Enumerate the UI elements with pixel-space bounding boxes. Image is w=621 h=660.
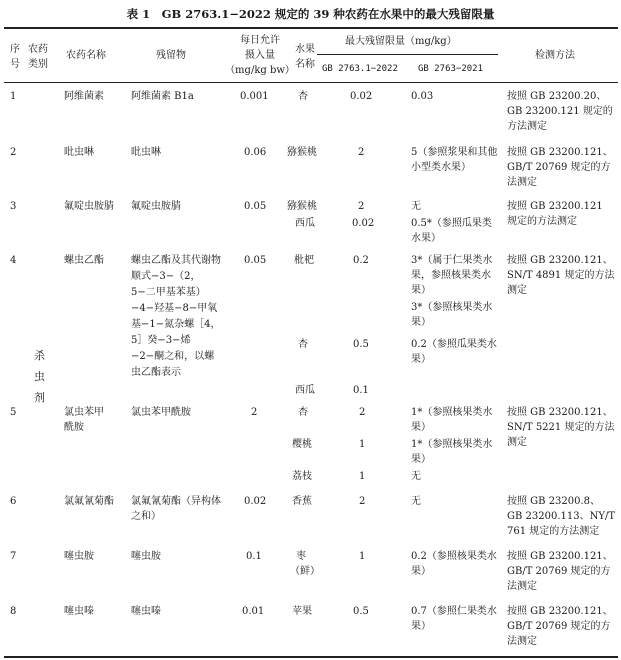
row-name: 噻虫嗪 — [64, 606, 94, 617]
table-title: 表 1 GB 2763.1−2022 规定的 39 种农药在水果中的最大残留限量 — [126, 7, 495, 21]
row-mrl-2022: 0.02 — [352, 218, 375, 229]
row-fruit: 枇杷 — [294, 255, 314, 266]
mrl-subheader-rule — [317, 54, 498, 55]
row-mrl-2021: 0.5*（参照瓜果类水果） — [411, 218, 492, 244]
row-mrl-2021: 1*（参照核果类水果） — [411, 407, 493, 433]
row-mrl-2022: 2 — [358, 147, 365, 158]
header-category: 农药 类别 — [28, 44, 48, 70]
header-pesticide-name: 农药名称 — [66, 50, 106, 61]
row-method: 按照 GB 23200.121、SN/T 4891 规定的方法测定 — [507, 255, 615, 296]
row-residue: 氟啶虫胺腈 — [131, 201, 181, 212]
row-adi: 0.01 — [242, 606, 265, 617]
row-mrl-2021: 0.03 — [411, 91, 434, 102]
header-mrl: 最大残留限量（mg/kg） — [345, 36, 457, 47]
row-mrl-2022: 1 — [359, 439, 366, 450]
row-residue: 氯氟氰菊酯（异构体之和） — [131, 496, 221, 522]
row-method: 按照 GB 23200.121、GB/T 20769 规定的方法测定 — [507, 147, 613, 188]
row-mrl-2021: 0.2（参照核果类水果） — [411, 551, 497, 577]
row-fruit: 樱桃 — [292, 439, 312, 450]
header-rule — [4, 82, 618, 83]
row-mrl-2021: 无 — [411, 471, 421, 482]
row-fruit: 香蕉 — [292, 496, 312, 507]
header-std-2021: GB 2763−2021 — [418, 64, 484, 74]
header-method: 检测方法 — [535, 50, 575, 61]
row-mrl-2022: 2 — [358, 201, 365, 212]
row-name: 阿维菌素 — [64, 91, 104, 102]
row-seq: 6 — [10, 496, 17, 507]
row-fruit: 猕猴桃 — [287, 147, 317, 158]
row-method: 按照 GB 23200.121 规定的方法测定 — [507, 201, 603, 227]
row-name: 螺虫乙酯 — [64, 255, 104, 266]
row-mrl-2021: 5（参照浆果和其他小型类水果） — [411, 147, 498, 173]
row-adi: 0.05 — [244, 201, 267, 212]
row-fruit: 西瓜 — [295, 385, 315, 396]
row-fruit: 杏 — [298, 91, 308, 102]
row-fruit: 杏 — [298, 339, 308, 350]
header-residue: 残留物 — [156, 50, 186, 61]
row-method: 按照 GB 23200.121、SN/T 5221 规定的方法测定 — [507, 407, 615, 448]
row-mrl-2022: 2 — [359, 407, 366, 418]
row-name: 氯虫苯甲酰胺 — [64, 407, 104, 433]
row-seq: 7 — [10, 551, 17, 562]
row-method: 按照 GB 23200.8、GB 23200.113、NY/T 761 规定的方法测定 — [507, 496, 615, 537]
row-mrl-2022: 0.2 — [353, 255, 369, 266]
row-mrl-2021: 0.2（参照瓜果类水果） — [411, 339, 497, 365]
row-residue: 噻虫嗪 — [131, 606, 161, 617]
row-fruit: 猕猴桃 — [287, 201, 317, 212]
row-seq: 2 — [10, 147, 17, 158]
row-mrl-2021: 1*（参照核果类水果） — [411, 439, 493, 465]
row-mrl-2021: 0.7（参照仁果类水果） — [411, 606, 497, 632]
row-seq: 4 — [10, 255, 17, 266]
row-seq: 1 — [10, 91, 17, 102]
row-mrl-2021: 3*（属于仁果类水果，参照核果类水果） — [411, 255, 493, 296]
row-name: 噻虫胺 — [64, 551, 94, 562]
row-mrl-2021: 无 — [411, 496, 421, 507]
header-std-2022: GB 2763.1−2022 — [322, 64, 398, 74]
row-seq: 8 — [10, 606, 17, 617]
row-mrl-2022: 0.5 — [353, 606, 369, 617]
row-adi: 0.05 — [244, 255, 267, 266]
row-residue: 螺虫乙酯及其代谢物顺式−3−（2，5−二甲基苯基）−4−羟基−8−甲氧基−1−氮杂螺［4，5］癸−3−烯−2−酮之和，以螺虫乙酯表示 — [131, 255, 221, 378]
row-mrl-2021-note: 3*（参照核果类水果） — [411, 302, 493, 328]
row-mrl-2022: 1 — [359, 551, 366, 562]
row-adi: 0.1 — [246, 551, 262, 562]
header-seq: 序 号 — [10, 44, 20, 70]
row-mrl-2022: 0.1 — [353, 385, 369, 396]
header-fruit-name: 水果 名称 — [295, 44, 315, 70]
row-mrl-2022: 0.5 — [353, 339, 369, 350]
row-residue: 氯虫苯甲酰胺 — [131, 407, 191, 418]
row-residue: 噻虫胺 — [131, 551, 161, 562]
row-method: 按照 GB 23200.121、GB/T 20769 规定的方法测定 — [507, 551, 613, 592]
row-fruit: 枣（鲜） — [290, 551, 320, 577]
bottom-rule — [4, 656, 618, 658]
row-adi: 0.06 — [244, 147, 267, 158]
row-adi: 0.001 — [240, 91, 269, 102]
top-rule — [4, 27, 618, 29]
row-mrl-2022: 1 — [359, 471, 366, 482]
row-method: 按照 GB 23200.20、GB 23200.121 规定的方法测定 — [507, 91, 613, 132]
row-seq: 3 — [10, 201, 17, 212]
row-method: 按照 GB 23200.121、GB/T 20769 规定的方法测定 — [507, 606, 613, 647]
row-fruit: 杏 — [298, 407, 308, 418]
row-fruit: 苹果 — [292, 606, 312, 617]
row-mrl-2022: 2 — [359, 496, 366, 507]
row-mrl-2022: 0.02 — [350, 91, 373, 102]
row-fruit: 荔枝 — [292, 471, 312, 482]
row-residue: 阿维菌素 B1a — [131, 91, 194, 102]
row-adi: 2 — [251, 407, 258, 418]
row-name: 氟啶虫胺腈 — [64, 201, 114, 212]
row-fruit: 西瓜 — [295, 218, 315, 229]
row-mrl-2021: 无 — [411, 201, 421, 212]
category-insecticide: 杀 虫 剂 — [34, 349, 45, 404]
row-name: 吡虫啉 — [64, 147, 94, 158]
header-adi: 每日允许 摄入量 （mg/kg bw） — [225, 35, 295, 76]
row-adi: 0.02 — [244, 496, 267, 507]
row-seq: 5 — [10, 407, 17, 418]
row-name: 氯氟氰菊酯 — [64, 496, 114, 507]
row-residue: 吡虫啉 — [131, 147, 161, 158]
